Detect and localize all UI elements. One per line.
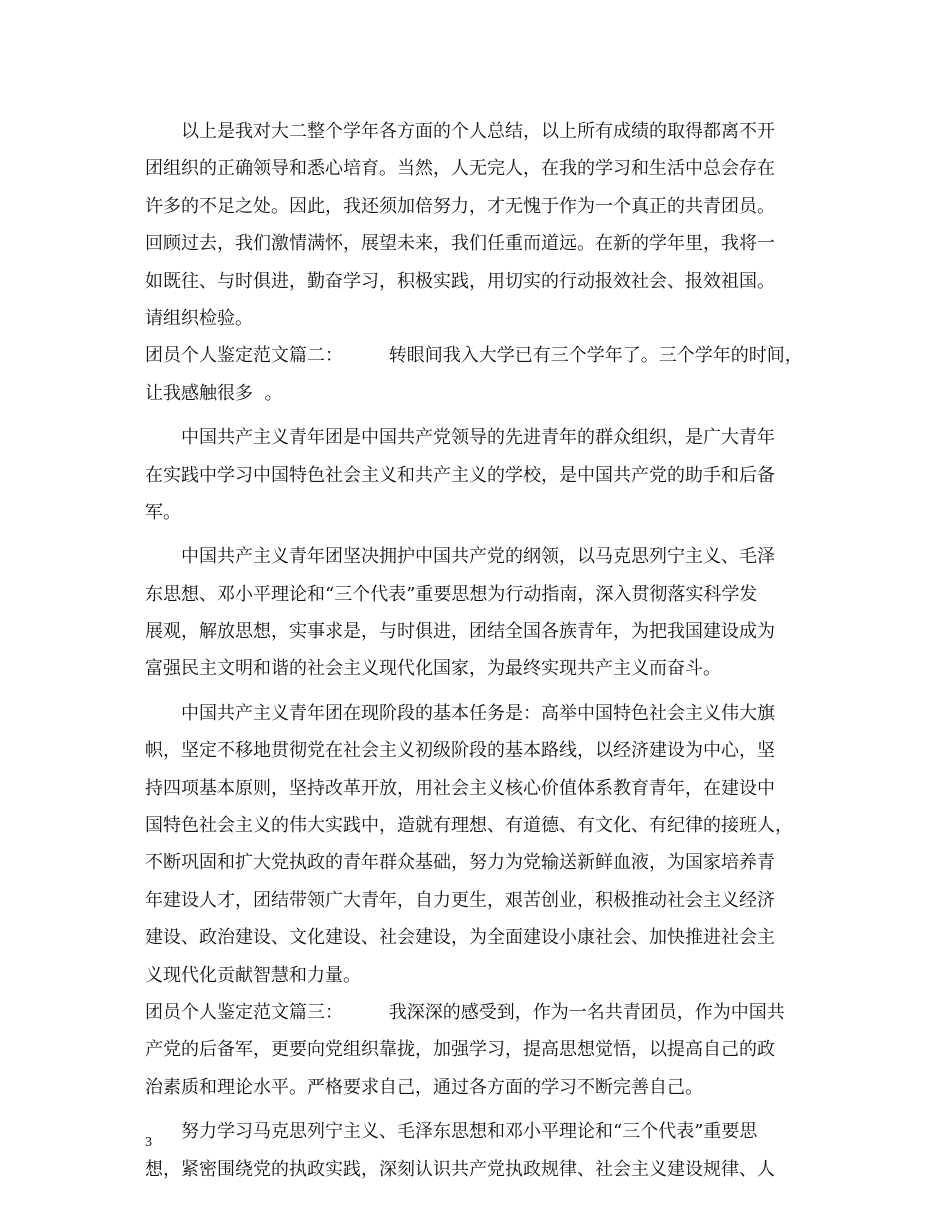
text-line: 请组织检验。 (145, 307, 253, 329)
text-line: 东思想、邓小平理论和“三个代表”重要思想为行动指南，深入贯彻落实科学发 (145, 583, 758, 605)
text-line: 让我感触很多 。 (145, 382, 283, 404)
section-heading-line: 团员个人鉴定范文篇三： 我深深的感受到，作为一名共青团员，作为中国共 (145, 1001, 785, 1023)
text-line: 富强民主文明和谐的社会主义现代化国家，为最终实现共产主义而奋斗。 (145, 658, 721, 680)
text-line: 努力学习马克思列宁主义、毛泽东思想和邓小平理论和“三个代表”重要思 (181, 1121, 758, 1143)
text-line: 建设、政治建设、文化建设、社会建设，为全面建设小康社会、加快推进社会主 (145, 927, 775, 949)
text-line: 帜，坚定不移地贯彻党在社会主义初级阶段的基本路线，以经济建设为中心，坚 (145, 740, 775, 762)
text-line: 年建设人才，团结带领广大青年，自力更生，艰苦创业，积极推动社会主义经济 (145, 889, 775, 911)
text-line: 义现代化贡献智慧和力量。 (145, 964, 361, 986)
text-line: 中国共产主义青年团在现阶段的基本任务是：高举中国特色社会主义伟大旗 (181, 702, 775, 724)
text-line: 军。 (145, 501, 181, 523)
text-line: 中国共产主义青年团坚决拥护中国共产党的纲领，以马克思列宁主义、毛泽 (181, 546, 775, 568)
text-line: 回顾过去，我们激情满怀，展望未来，我们任重而道远。在新的学年里，我将一 (145, 233, 775, 255)
text-line: 许多的不足之处。因此，我还须加倍努力，才无愧于作为一个真正的共青团员。 (145, 195, 775, 217)
text-line: 不断巩固和扩大党执政的青年群众基础，努力为党输送新鲜血液，为国家培养青 (145, 852, 775, 874)
text-line: 想，紧密围绕党的执政实践，深刻认识共产党执政规律、社会主义建设规律、人 (145, 1158, 775, 1180)
text-line: 以上是我对大二整个学年各方面的个人总结，以上所有成绩的取得都离不开 (181, 121, 775, 142)
text-line: 持四项基本原则，坚持改革开放，用社会主义核心价值体系教育青年，在建设中 (145, 777, 775, 799)
text-line: 产党的后备军，更要向党组织靠拢，加强学习，提高思想觉悟，以提高自己的政 (145, 1039, 775, 1061)
text-line: 治素质和理论水平。严格要求自己，通过各方面的学习不断完善自己。 (145, 1076, 703, 1098)
text-line: 在实践中学习中国特色社会主义和共产主义的学校，是中国共产党的助手和后备 (145, 464, 775, 486)
page-number: 3 (145, 1135, 152, 1150)
text-line: 如既往、与时俱进，勤奋学习，积极实践，用切实的行动报效社会、报效祖国。 (145, 270, 775, 292)
text-line: 中国共产主义青年团是中国共产党领导的先进青年的群众组织，是广大青年 (181, 427, 775, 449)
section-heading-line: 团员个人鉴定范文篇二： 转眼间我入大学已有三个学年了。三个学年的时间， (145, 345, 803, 367)
text-line: 展观，解放思想，实事求是，与时俱进，团结全国各族青年，为把我国建设成为 (145, 621, 775, 643)
text-line: 团组织的正确领导和悉心培育。当然，人无完人，在我的学习和生活中总会存在 (145, 158, 775, 180)
text-line: 国特色社会主义的伟大实践中，造就有理想、有道德、有文化、有纪律的接班人， (145, 815, 793, 837)
document-body (145, 113, 813, 1188)
